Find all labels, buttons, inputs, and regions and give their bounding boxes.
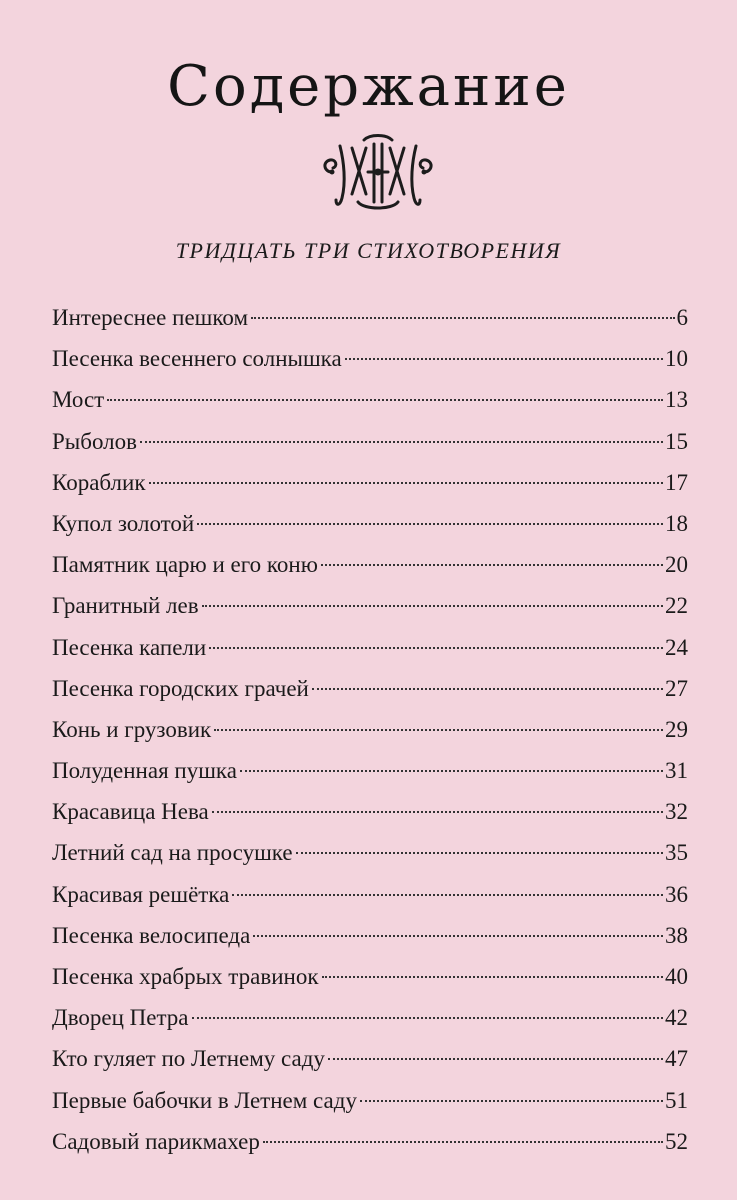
toc-entry-page: 31 xyxy=(665,758,688,784)
toc-entry-page: 27 xyxy=(665,675,688,701)
toc-entry-title: Песенка храбрых травинок xyxy=(52,964,319,989)
dot-leader xyxy=(140,441,663,443)
toc-entry xyxy=(52,832,688,873)
toc-entry-title: Полуденная пушка xyxy=(52,758,237,784)
toc-entry xyxy=(52,462,688,503)
toc-entry xyxy=(52,956,688,997)
dot-leader xyxy=(214,729,663,731)
ornament-icon xyxy=(318,132,438,216)
toc-entry-title: Кораблик xyxy=(52,469,146,495)
toc-entry-page: 17 xyxy=(665,469,688,495)
toc-entry-title: Первые бабочки в Летнем саду xyxy=(52,1087,357,1113)
dot-leader xyxy=(328,1058,663,1060)
table-of-contents xyxy=(52,297,688,1162)
dot-leader xyxy=(202,605,663,607)
dot-leader xyxy=(251,317,675,319)
toc-entry xyxy=(52,1080,688,1121)
dot-leader xyxy=(197,523,663,525)
toc-entry-page: 38 xyxy=(665,922,688,948)
toc-entry-title: Мост xyxy=(52,387,105,413)
toc-entry-page: 20 xyxy=(665,552,688,578)
dot-leader xyxy=(209,647,663,649)
toc-entry-page: 29 xyxy=(665,716,688,742)
toc-entry xyxy=(52,338,688,379)
toc-entry-title: Красавица Нева xyxy=(52,799,209,825)
toc-entry-title: Песенка городских грачей xyxy=(52,675,309,701)
toc-entry-page: 13 xyxy=(665,387,688,413)
toc-entry xyxy=(52,750,688,791)
dot-leader xyxy=(107,399,663,401)
toc-entry-title: Интереснее пешком xyxy=(52,305,248,330)
dot-leader xyxy=(232,894,663,896)
toc-entry-page: 52 xyxy=(665,1128,688,1154)
toc-entry-title: Купол золотой xyxy=(52,510,195,536)
dot-leader xyxy=(263,1141,663,1143)
toc-entry-page: 35 xyxy=(665,840,688,866)
toc-entry-title: Дворец Петра xyxy=(52,1005,189,1031)
toc-entry xyxy=(52,585,688,626)
toc-entry-page: 22 xyxy=(665,593,688,619)
toc-entry-title: Песенка весеннего солнышка xyxy=(52,346,342,372)
dot-leader xyxy=(192,1017,663,1019)
toc-entry-page: 10 xyxy=(665,346,688,372)
toc-entry-title: Гранитный лев xyxy=(52,593,199,619)
toc-entry-page: 40 xyxy=(665,964,688,989)
toc-entry xyxy=(52,997,688,1038)
dot-leader xyxy=(321,564,663,566)
toc-entry-title: Конь и грузовик xyxy=(52,716,212,742)
toc-entry-title: Песенка капели xyxy=(52,634,207,660)
toc-entry xyxy=(52,874,688,915)
toc-entry-page: 32 xyxy=(665,799,688,825)
dot-leader xyxy=(240,770,663,772)
dot-leader xyxy=(322,976,664,978)
toc-entry-page: 15 xyxy=(665,428,688,454)
toc-entry xyxy=(52,544,688,585)
toc-entry xyxy=(52,297,688,338)
toc-entry-title: Песенка велосипеда xyxy=(52,922,251,948)
section-title: ТРИДЦАТЬ ТРИ СТИХОТВОРЕНИЯ xyxy=(175,238,562,263)
dot-leader xyxy=(149,482,664,484)
toc-entry xyxy=(52,503,688,544)
dot-leader xyxy=(345,358,663,360)
dot-leader xyxy=(312,688,663,690)
toc-entry-title: Рыболов xyxy=(52,428,137,454)
toc-entry-page: 42 xyxy=(665,1005,688,1031)
toc-entry-page: 18 xyxy=(665,510,688,536)
page-title: Содержание xyxy=(167,54,570,119)
toc-entry xyxy=(52,379,688,420)
toc-entry-title: Летний сад на просушке xyxy=(52,840,293,866)
toc-entry-page: 24 xyxy=(665,634,688,660)
toc-entry-title: Памятник царю и его коню xyxy=(52,552,318,578)
toc-entry xyxy=(52,668,688,709)
toc-entry xyxy=(52,709,688,750)
toc-entry-page: 6 xyxy=(676,305,688,330)
dot-leader xyxy=(360,1100,663,1102)
toc-entry-title: Садовый парикмахер xyxy=(52,1128,260,1154)
toc-entry xyxy=(52,1121,688,1162)
toc-entry xyxy=(52,421,688,462)
dot-leader xyxy=(253,935,663,937)
toc-entry xyxy=(52,791,688,832)
toc-entry-page: 51 xyxy=(665,1087,688,1113)
toc-entry-title: Красивая решётка xyxy=(52,881,230,907)
toc-entry-page: 47 xyxy=(665,1046,688,1072)
toc-entry-page: 36 xyxy=(665,881,688,907)
toc-entry xyxy=(52,627,688,668)
dot-leader xyxy=(296,852,663,854)
toc-entry xyxy=(52,915,688,956)
toc-entry-title: Кто гуляет по Летнему саду xyxy=(52,1046,325,1072)
dot-leader xyxy=(212,811,663,813)
toc-entry xyxy=(52,1038,688,1079)
